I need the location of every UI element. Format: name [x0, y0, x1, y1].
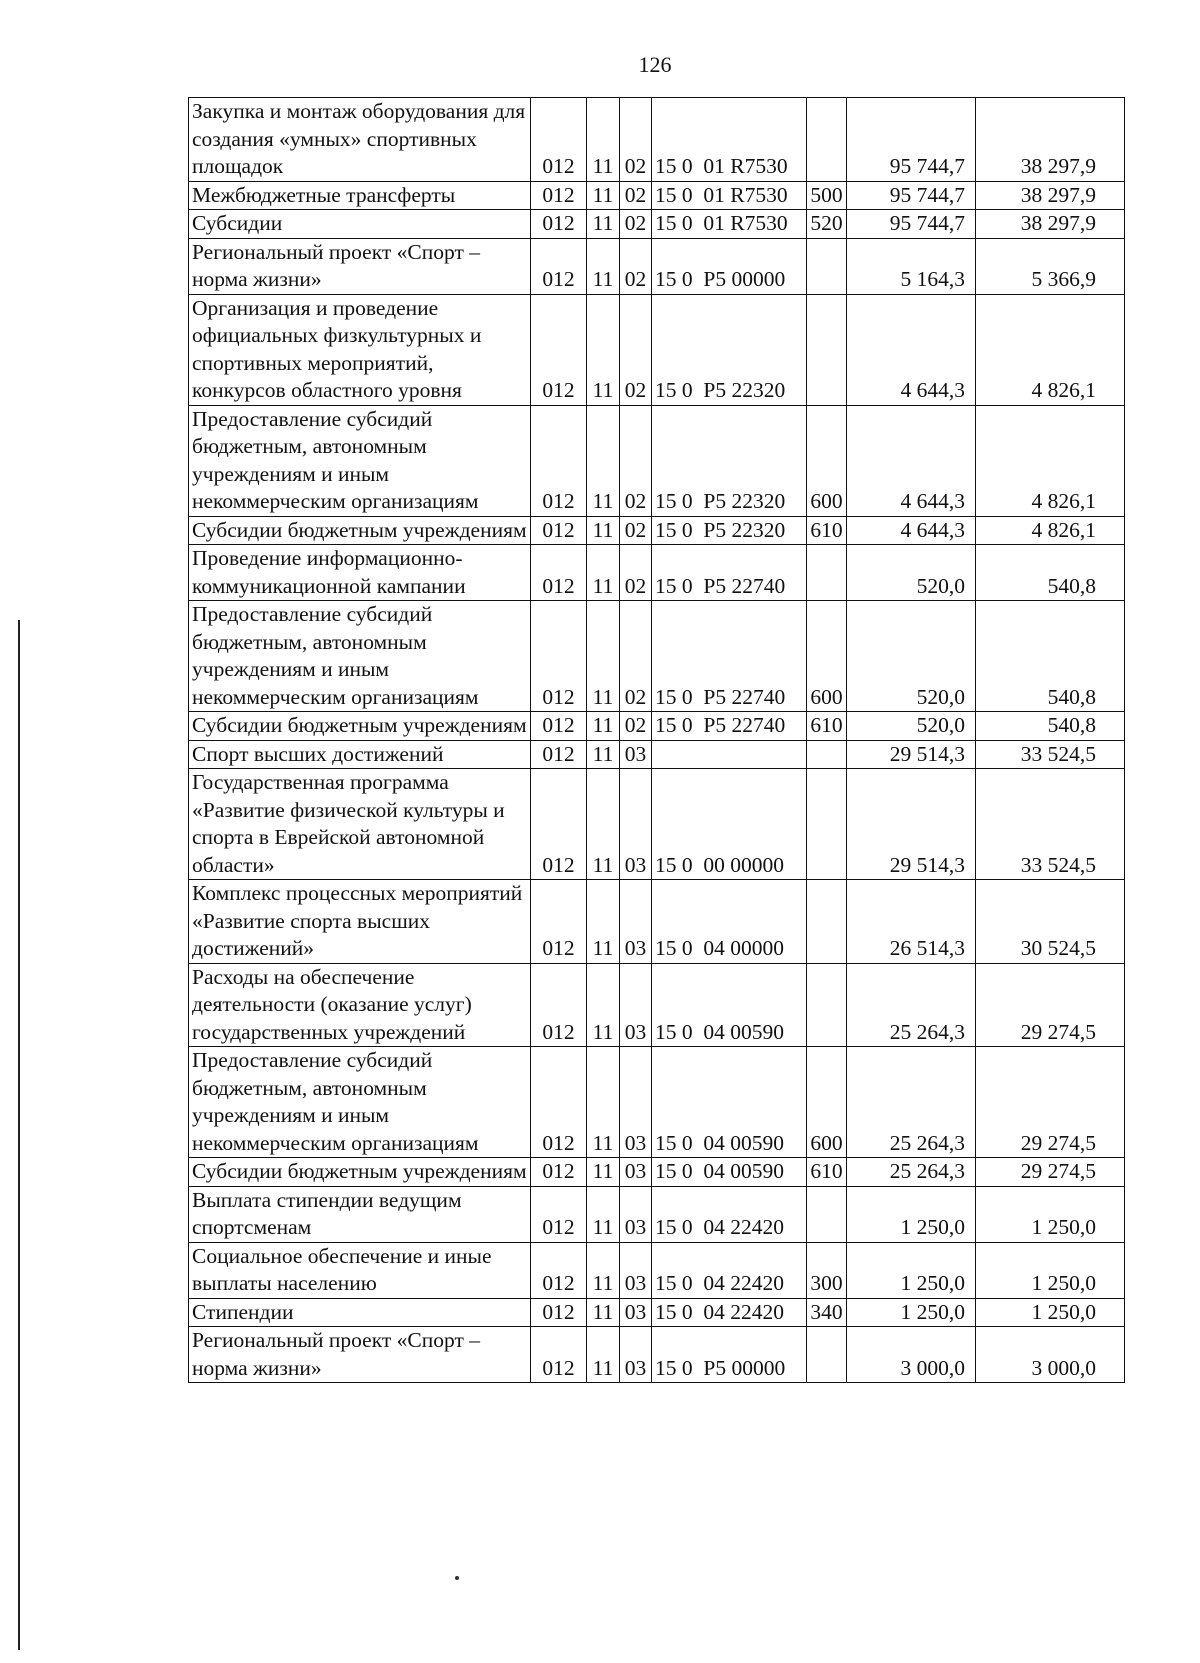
cell-name: Предоставление субсидий бюджетным, автономным учреждениям и иным некоммерческим организациям	[189, 601, 531, 712]
cell-amount-year-2: 540,8	[976, 712, 1125, 741]
table-row	[189, 405, 1125, 516]
cell-subsection: 02	[620, 405, 652, 516]
cell-target-article: 15 0 04 22420	[652, 1186, 807, 1242]
cell-name: Субсидии бюджетным учреждениям	[189, 712, 531, 741]
cell-amount-year-2: 4 826,1	[976, 516, 1125, 545]
cell-ministry-code: 012	[531, 545, 587, 601]
cell-section: 11	[587, 1158, 620, 1187]
cell-ministry-code: 012	[531, 181, 587, 210]
cell-amount-year-2: 29 274,5	[976, 1047, 1125, 1158]
cell-subsection: 02	[620, 294, 652, 405]
table-row	[189, 1242, 1125, 1298]
cell-amount-year-1: 1 250,0	[847, 1186, 976, 1242]
table-row	[189, 1158, 1125, 1187]
scan-dot	[455, 1576, 459, 1580]
cell-amount-year-2: 29 274,5	[976, 963, 1125, 1047]
cell-expense-type	[807, 1186, 847, 1242]
cell-ministry-code: 012	[531, 963, 587, 1047]
table-row	[189, 712, 1125, 741]
cell-expense-type	[807, 963, 847, 1047]
cell-target-article: 15 0 04 22420	[652, 1298, 807, 1327]
table-row	[189, 545, 1125, 601]
cell-expense-type: 610	[807, 712, 847, 741]
cell-amount-year-1: 95 744,7	[847, 98, 976, 182]
cell-ministry-code: 012	[531, 1298, 587, 1327]
cell-subsection: 02	[620, 601, 652, 712]
cell-subsection: 03	[620, 1186, 652, 1242]
cell-target-article: 15 0 P5 22740	[652, 712, 807, 741]
cell-amount-year-1: 5 164,3	[847, 238, 976, 294]
cell-amount-year-2: 33 524,5	[976, 740, 1125, 769]
cell-amount-year-2: 29 274,5	[976, 1158, 1125, 1187]
cell-subsection: 03	[620, 1242, 652, 1298]
cell-amount-year-2: 5 366,9	[976, 238, 1125, 294]
cell-target-article: 15 0 01 R7530	[652, 181, 807, 210]
cell-ministry-code: 012	[531, 1047, 587, 1158]
cell-section: 11	[587, 98, 620, 182]
cell-amount-year-2: 4 826,1	[976, 405, 1125, 516]
cell-target-article: 15 0 04 00590	[652, 963, 807, 1047]
cell-target-article: 15 0 04 22420	[652, 1242, 807, 1298]
cell-ministry-code: 012	[531, 1158, 587, 1187]
cell-subsection: 02	[620, 516, 652, 545]
cell-amount-year-1: 25 264,3	[847, 1158, 976, 1187]
cell-expense-type	[807, 238, 847, 294]
cell-section: 11	[587, 1327, 620, 1383]
cell-expense-type: 610	[807, 516, 847, 545]
cell-ministry-code: 012	[531, 769, 587, 880]
cell-target-article: 15 0 P5 22740	[652, 601, 807, 712]
cell-expense-type: 340	[807, 1298, 847, 1327]
cell-target-article: 15 0 P5 00000	[652, 238, 807, 294]
cell-amount-year-2: 30 524,5	[976, 880, 1125, 964]
table-row	[189, 601, 1125, 712]
cell-target-article: 15 0 P5 22320	[652, 516, 807, 545]
cell-amount-year-2: 540,8	[976, 601, 1125, 712]
cell-expense-type: 300	[807, 1242, 847, 1298]
table-row	[189, 238, 1125, 294]
cell-expense-type	[807, 294, 847, 405]
cell-amount-year-1: 29 514,3	[847, 740, 976, 769]
table-row	[189, 210, 1125, 239]
cell-subsection: 02	[620, 712, 652, 741]
scan-margin-line	[18, 620, 20, 1650]
cell-amount-year-2: 540,8	[976, 545, 1125, 601]
table-row	[189, 740, 1125, 769]
table-row	[189, 880, 1125, 964]
cell-name: Региональный проект «Спорт – норма жизни»	[189, 1327, 531, 1383]
budget-table-body	[189, 98, 1125, 1383]
cell-amount-year-1: 520,0	[847, 601, 976, 712]
cell-section: 11	[587, 181, 620, 210]
table-row	[189, 1186, 1125, 1242]
budget-table	[188, 97, 1125, 1383]
cell-amount-year-1: 4 644,3	[847, 516, 976, 545]
cell-section: 11	[587, 601, 620, 712]
table-row	[189, 1298, 1125, 1327]
cell-name: Комплекс процессных мероприятий «Развитие спорта высших достижений»	[189, 880, 531, 964]
cell-amount-year-2: 38 297,9	[976, 98, 1125, 182]
cell-amount-year-1: 520,0	[847, 545, 976, 601]
cell-expense-type: 600	[807, 405, 847, 516]
cell-ministry-code: 012	[531, 880, 587, 964]
cell-subsection: 02	[620, 210, 652, 239]
cell-subsection: 03	[620, 1327, 652, 1383]
cell-amount-year-1: 3 000,0	[847, 1327, 976, 1383]
cell-ministry-code: 012	[531, 601, 587, 712]
table-row	[189, 98, 1125, 182]
cell-target-article: 15 0 P5 00000	[652, 1327, 807, 1383]
cell-subsection: 02	[620, 238, 652, 294]
cell-target-article: 15 0 P5 22740	[652, 545, 807, 601]
cell-subsection: 03	[620, 1047, 652, 1158]
cell-section: 11	[587, 1186, 620, 1242]
cell-section: 11	[587, 769, 620, 880]
cell-subsection: 03	[620, 1298, 652, 1327]
cell-ministry-code: 012	[531, 98, 587, 182]
cell-expense-type: 520	[807, 210, 847, 239]
cell-ministry-code: 012	[531, 210, 587, 239]
cell-expense-type	[807, 880, 847, 964]
cell-section: 11	[587, 405, 620, 516]
cell-ministry-code: 012	[531, 1327, 587, 1383]
cell-subsection: 02	[620, 98, 652, 182]
cell-amount-year-2: 38 297,9	[976, 181, 1125, 210]
cell-expense-type: 610	[807, 1158, 847, 1187]
cell-target-article	[652, 740, 807, 769]
cell-name: Стипендии	[189, 1298, 531, 1327]
table-row	[189, 181, 1125, 210]
cell-subsection: 03	[620, 769, 652, 880]
cell-expense-type	[807, 769, 847, 880]
cell-name: Закупка и монтаж оборудования для создания «умных» спортивных площадок	[189, 98, 531, 182]
table-row	[189, 294, 1125, 405]
cell-name: Спорт высших достижений	[189, 740, 531, 769]
cell-amount-year-2: 1 250,0	[976, 1298, 1125, 1327]
cell-section: 11	[587, 712, 620, 741]
cell-section: 11	[587, 545, 620, 601]
cell-ministry-code: 012	[531, 712, 587, 741]
cell-amount-year-2: 33 524,5	[976, 769, 1125, 880]
cell-expense-type	[807, 98, 847, 182]
cell-target-article: 15 0 04 00590	[652, 1158, 807, 1187]
cell-section: 11	[587, 238, 620, 294]
cell-name: Проведение информационно-коммуникационной кампании	[189, 545, 531, 601]
cell-amount-year-1: 95 744,7	[847, 181, 976, 210]
cell-name: Субсидии бюджетным учреждениям	[189, 1158, 531, 1187]
cell-amount-year-1: 4 644,3	[847, 294, 976, 405]
cell-section: 11	[587, 1047, 620, 1158]
cell-amount-year-1: 4 644,3	[847, 405, 976, 516]
cell-amount-year-2: 3 000,0	[976, 1327, 1125, 1383]
cell-amount-year-1: 1 250,0	[847, 1298, 976, 1327]
cell-expense-type: 600	[807, 601, 847, 712]
cell-subsection: 02	[620, 545, 652, 601]
cell-subsection: 02	[620, 181, 652, 210]
cell-section: 11	[587, 880, 620, 964]
cell-ministry-code: 012	[531, 1242, 587, 1298]
cell-name: Социальное обеспечение и иные выплаты населению	[189, 1242, 531, 1298]
cell-target-article: 15 0 04 00590	[652, 1047, 807, 1158]
cell-subsection: 03	[620, 880, 652, 964]
cell-amount-year-1: 1 250,0	[847, 1242, 976, 1298]
cell-target-article: 15 0 01 R7530	[652, 98, 807, 182]
cell-target-article: 15 0 P5 22320	[652, 294, 807, 405]
cell-target-article: 15 0 P5 22320	[652, 405, 807, 516]
cell-section: 11	[587, 963, 620, 1047]
cell-amount-year-2: 38 297,9	[976, 210, 1125, 239]
cell-subsection: 03	[620, 1158, 652, 1187]
cell-amount-year-1: 95 744,7	[847, 210, 976, 239]
cell-subsection: 03	[620, 740, 652, 769]
cell-ministry-code: 012	[531, 294, 587, 405]
cell-name: Выплата стипендии ведущим спортсменам	[189, 1186, 531, 1242]
cell-amount-year-1: 26 514,3	[847, 880, 976, 964]
cell-amount-year-1: 25 264,3	[847, 963, 976, 1047]
cell-expense-type	[807, 545, 847, 601]
cell-amount-year-1: 25 264,3	[847, 1047, 976, 1158]
table-row	[189, 1327, 1125, 1383]
cell-name: Межбюджетные трансферты	[189, 181, 531, 210]
cell-name: Предоставление субсидий бюджетным, автономным учреждениям и иным некоммерческим организациям	[189, 405, 531, 516]
page-number: 126	[638, 52, 672, 77]
cell-section: 11	[587, 294, 620, 405]
cell-name: Расходы на обеспечение деятельности (оказание услуг) государственных учреждений	[189, 963, 531, 1047]
cell-subsection: 03	[620, 963, 652, 1047]
cell-ministry-code: 012	[531, 238, 587, 294]
cell-section: 11	[587, 1298, 620, 1327]
cell-name: Организация и проведение официальных физкультурных и спортивных мероприятий, конкурсов областного уровня	[189, 294, 531, 405]
cell-section: 11	[587, 516, 620, 545]
cell-amount-year-2: 4 826,1	[976, 294, 1125, 405]
cell-name: Государственная программа «Развитие физической культуры и спорта в Еврейской автономной области»	[189, 769, 531, 880]
cell-name: Субсидии	[189, 210, 531, 239]
cell-expense-type	[807, 740, 847, 769]
cell-amount-year-2: 1 250,0	[976, 1242, 1125, 1298]
cell-ministry-code: 012	[531, 405, 587, 516]
cell-ministry-code: 012	[531, 516, 587, 545]
cell-section: 11	[587, 210, 620, 239]
cell-target-article: 15 0 01 R7530	[652, 210, 807, 239]
cell-name: Предоставление субсидий бюджетным, автономным учреждениям и иным некоммерческим организациям	[189, 1047, 531, 1158]
cell-expense-type	[807, 1327, 847, 1383]
cell-target-article: 15 0 04 00000	[652, 880, 807, 964]
cell-ministry-code: 012	[531, 1186, 587, 1242]
cell-expense-type: 500	[807, 181, 847, 210]
cell-section: 11	[587, 1242, 620, 1298]
cell-amount-year-1: 29 514,3	[847, 769, 976, 880]
cell-name: Субсидии бюджетным учреждениям	[189, 516, 531, 545]
cell-target-article: 15 0 00 00000	[652, 769, 807, 880]
table-row	[189, 1047, 1125, 1158]
cell-name: Региональный проект «Спорт – норма жизни»	[189, 238, 531, 294]
cell-ministry-code: 012	[531, 740, 587, 769]
cell-section: 11	[587, 740, 620, 769]
table-row	[189, 516, 1125, 545]
cell-amount-year-1: 520,0	[847, 712, 976, 741]
cell-amount-year-2: 1 250,0	[976, 1186, 1125, 1242]
table-row	[189, 769, 1125, 880]
table-row	[189, 963, 1125, 1047]
cell-expense-type: 600	[807, 1047, 847, 1158]
